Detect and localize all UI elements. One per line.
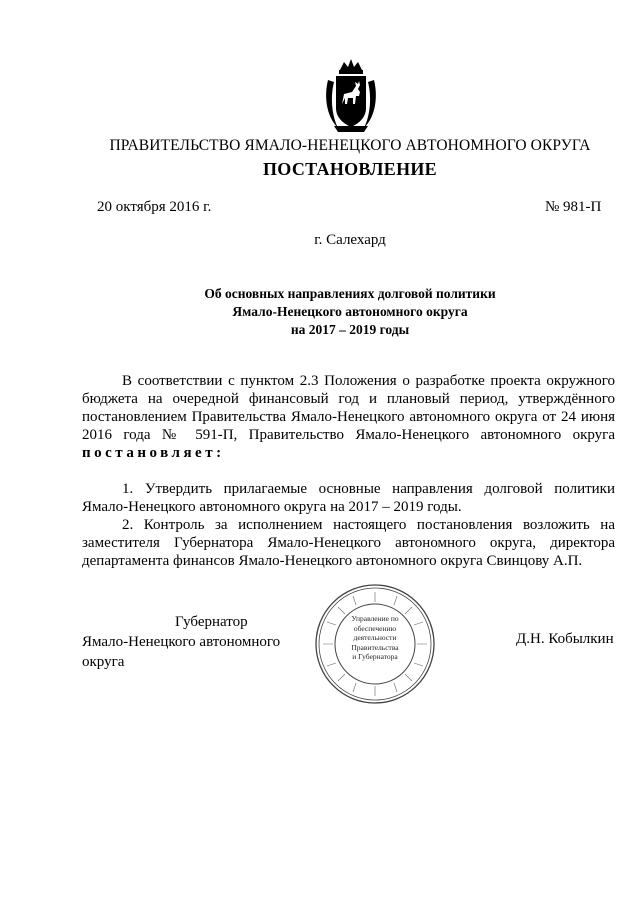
city: г. Салехард [314,232,386,248]
organization-name: ПРАВИТЕЛЬСТВО ЯМАЛО-НЕНЕЦКОГО АВТОНОМНОГО ОКРУГА [109,137,591,154]
signatory-position [82,612,322,672]
seal-line: Правительства [351,642,399,652]
seal-line: и Губернатора [352,652,398,661]
seal-line: Управление по [351,614,399,623]
position-line: Ямало-Ненецкого автономного округа [82,634,281,670]
resolve-keyword: постановляет: [82,445,225,461]
document-date: 20 октября 2016 г. [97,199,212,215]
signatory-name: Д.Н. Кобылкин [516,631,614,647]
title-line: Об основных направлениях долговой политики [204,286,496,301]
seal-line: обеспечению [353,623,397,633]
preamble-paragraph [82,372,615,462]
title-line: на 2017 – 2019 годы [290,322,410,337]
resolution-item-2: 2. Контроль за исполнением настоящего постановления возложить на заместителя Губернатора Ямало-Ненецкого автономного округа, директора департамента финансов Ямало-Ненецкого автономного округа Свинцову А.П. [82,517,615,569]
seal-line: деятельности [353,633,397,642]
resolution-item-1: 1. Утвердить прилагаемые основные направления долговой политики Ямало-Ненецкого автономного округа на 2017 – 2019 годы. [82,481,615,515]
title-line: Ямало-Ненецкого автономного округа [232,304,468,319]
seal-text [338,614,412,662]
document-type: ПОСТАНОВЛЕНИЕ [263,159,437,179]
position-line: Губернатор [175,614,248,630]
preamble-text: В соответствии с пунктом 2.3 Положения о разработке проекта окружного бюджета на очередной финансовый год и плановый период, утверждённого постановлением Правительства Ямало-Ненецкого автономного округа от 24 июня 2016 года № 591-П, Правительство Ямало-Ненецкого автономного округа [82,373,615,443]
coat-of-arms-emblem [322,56,380,134]
document-number: № 981-П [545,199,602,215]
document-body [82,372,615,570]
document-title [0,285,640,339]
